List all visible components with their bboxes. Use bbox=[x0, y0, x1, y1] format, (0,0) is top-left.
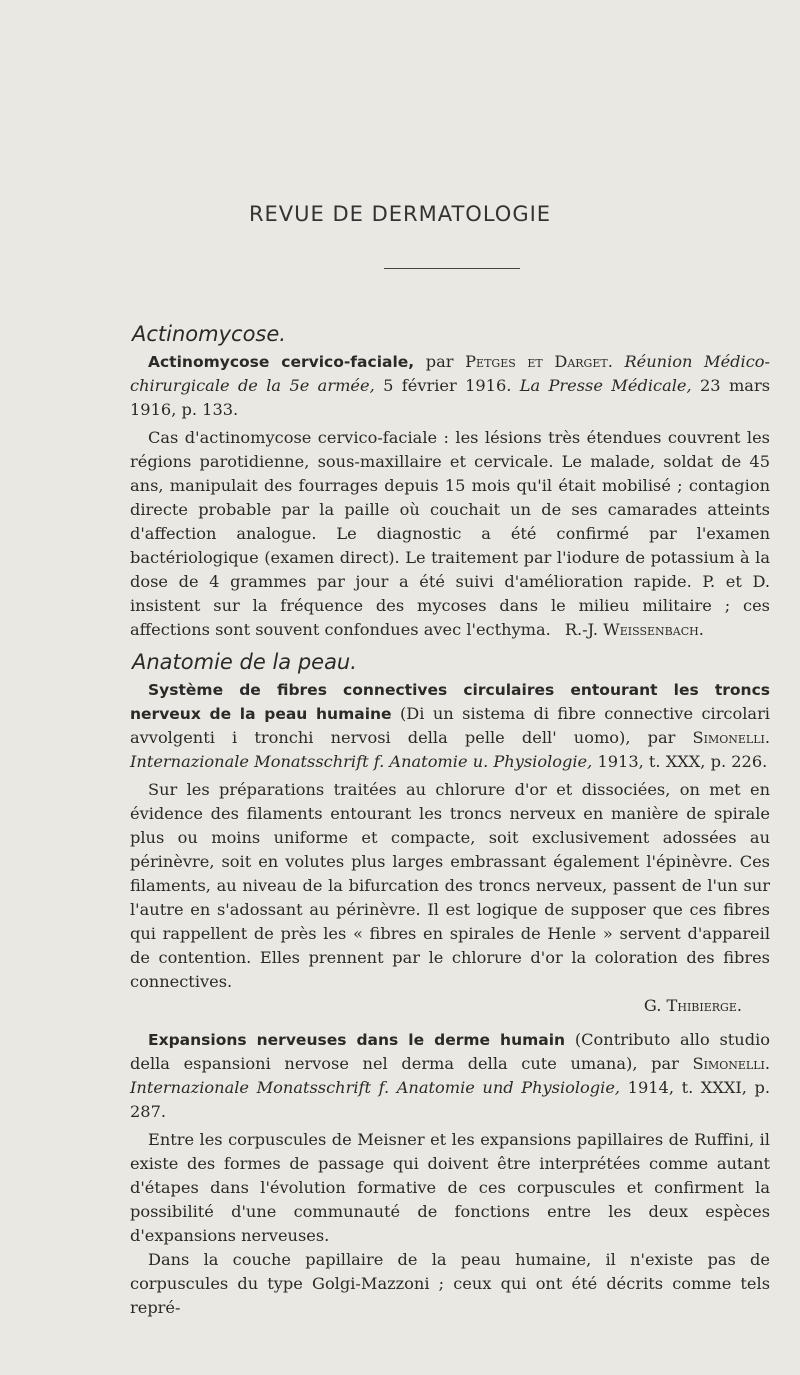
article-body: Sur les préparations traitées au chlorure d'or et dissociées, on met en évidence des filaments entourant les troncs nerveux en manière de spirale plus ou moins uniforme et compacte, soit exclusivement adossées au périnèvre, soit en volutes plus larges embrassant également l'épinèvre. Ces filaments, au niveau de la bifurcation des troncs nerveux, passent de l'un sur l'autre en s'adossant au périnèvre. Il est logique de supposer que ces fibres qui rappellent de près les « fibres en spirales de Henle » servent d'appareil de contention. Elles prennent par le chlorure d'or la coloration des fibres connectives. bbox=[130, 780, 770, 991]
article-title: Expansions nerveuses dans le derme humain bbox=[148, 1031, 566, 1049]
page-title: REVUE DE DERMATOLOGIE bbox=[248, 202, 552, 226]
article-reference: Système de fibres connectives circulaires entourant les troncs nerveux de la peau humaine (Di un sistema di fibre connective circolari avvolgenti i tronchi nervosi della pelle dell' uomo), par Simonelli. Internazionale Monatsschrift f. Anatomie u. Physiologie, 1913, t. XXX, p. 226. bbox=[130, 681, 770, 771]
article-title: Système de fibres connectives circulaires entourant les troncs nerveux de la peau humaine bbox=[130, 681, 770, 723]
article-title: Actinomycose cervico-faciale, bbox=[148, 353, 415, 371]
article-signature: R.-J. Weissenbach. bbox=[564, 620, 704, 639]
section-title-actinomycose: Actinomycose. bbox=[132, 322, 286, 346]
article-authors: Simonelli. bbox=[692, 1054, 770, 1073]
article-reference: Expansions nerveuses dans le derme humain (Contributo allo studio della espansioni nervose nel derma della cute umana), par Simonelli. Internazionale Monatsschrift f. Anatomie und Physiologie, 1914, t. XXXI, p. 287. bbox=[130, 1030, 770, 1121]
article-body: Dans la couche papillaire de la peau humaine, il n'existe pas de corpuscules du type Golgi-Mazzoni ; ceux qui ont été décrits comme tels repré- bbox=[130, 1250, 770, 1317]
article-authors: Petges et Darget. bbox=[465, 352, 613, 371]
page-body bbox=[130, 318, 770, 1320]
article-signature: G. Thibierge. bbox=[643, 996, 742, 1015]
article-body: Entre les corpuscules de Meisner et les expansions papillaires de Ruffini, il existe des formes de passage qui doivent être interprétées comme autant d'étapes dans l'évolution formative de ces corpuscules et confirment la possibilité d'une communauté de fonctions entre les deux espèces d'expansions nerveuses. bbox=[130, 1130, 770, 1245]
article-reference: Actinomycose cervico-faciale, par Petges et Darget. Réunion Médico-chirurgicale de la 5e armée, 5 février 1916. La Presse Médicale, 23 mars 1916, p. 133. bbox=[130, 352, 771, 419]
title-divider bbox=[384, 268, 520, 269]
article-authors: Simonelli. bbox=[692, 728, 770, 747]
article-body: Cas d'actinomycose cervico-faciale : les lésions très étendues couvrent les régions parotidienne, sous-maxillaire et cervicale. Le malade, soldat de 45 ans, manipulait des fourrages depuis 15 mois qu'il était mobilisé ; contagion directe probable par la paille où couchait un de ses camarades atteints d'affection analogue. Le diagnostic a été confirmé par l'examen bactériologique (examen direct). Le traitement par l'iodure de potassium à la dose de 4 grammes par jour a été suivi d'amélioration rapide. P. et D. insistent sur la fréquence des mycoses dans le milieu militaire ; ces affections sont souvent confondues avec l'ecthyma. R.-J. Weissenbach. bbox=[130, 428, 770, 639]
section-title-anatomie: Anatomie de la peau. bbox=[132, 650, 357, 674]
signature-line bbox=[130, 994, 770, 1018]
